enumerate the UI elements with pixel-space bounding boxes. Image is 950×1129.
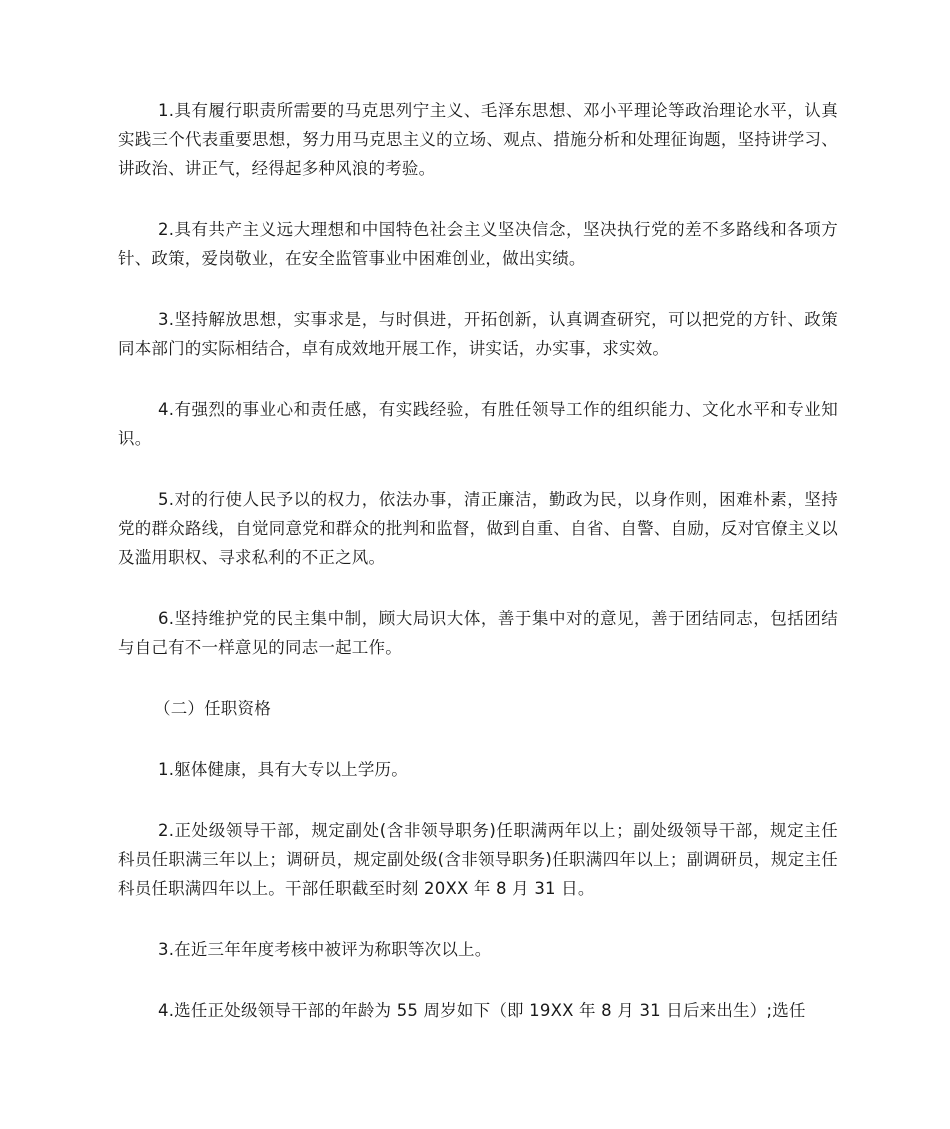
paragraph-age-requirement: 4.选任正处级领导干部的年龄为 55 周岁如下（即 19XX 年 8 月 31 日后来出生）;选任 <box>158 1001 806 1020</box>
paragraph-exercise-power: 5.对的行使人民予以的权力，依法办事，清正廉洁，勤政为民，以身作则，困难朴素，坚持党的群众路线，自觉同意党和群众的批判和监督，做到自重、自省、自警、自励，反对官僚主义以及滥用职权、寻求私利的不正之风。 <box>118 490 838 567</box>
paragraph-democratic-centralism: 6.坚持维护党的民主集中制，顾大局识大体，善于集中对的意见，善于团结同志，包括团结与自己有不一样意见的同志一起工作。 <box>118 609 838 657</box>
paragraph-annual-assessment: 3.在近三年年度考核中被评为称职等次以上。 <box>158 940 492 959</box>
paragraph-responsibility: 4.有强烈的事业心和责任感，有实践经验，有胜任领导工作的组织能力、文化水平和专业知识。 <box>118 400 838 448</box>
paragraph-tenure-requirements: 2.正处级领导干部，规定副处(含非领导职务)任职满两年以上；副处级领导干部，规定主任科员任职满三年以上；调研员，规定副处级(含非领导职务)任职满四年以上；副调研员，规定主任科员任职满四年以上。干部任职截至时刻 20XX 年 8 月 31 日。 <box>118 821 838 898</box>
paragraph-health-education: 1.躯体健康，具有大专以上学历。 <box>158 760 408 779</box>
paragraph-emancipate-mind: 3.坚持解放思想，实事求是，与时俱进，开拓创新，认真调查研究，可以把党的方针、政策同本部门的实际相结合，卓有成效地开展工作，讲实话，办实事，求实效。 <box>118 310 838 358</box>
paragraph-political-theory: 1.具有履行职责所需要的马克思列宁主义、毛泽东思想、邓小平理论等政治理论水平，认真实践三个代表重要思想，努力用马克思主义的立场、观点、措施分析和处理征询题，坚持讲学习、讲政治、讲正气，经得起多种风浪的考验。 <box>118 101 838 178</box>
section-heading-qualifications: （二）任职资格 <box>154 699 271 718</box>
paragraph-ideals-belief: 2.具有共产主义远大理想和中国特色社会主义坚决信念，坚决执行党的差不多路线和各项方针、政策，爱岗敬业，在安全监管事业中困难创业，做出实绩。 <box>118 220 838 268</box>
document-body <box>118 96 838 1057</box>
